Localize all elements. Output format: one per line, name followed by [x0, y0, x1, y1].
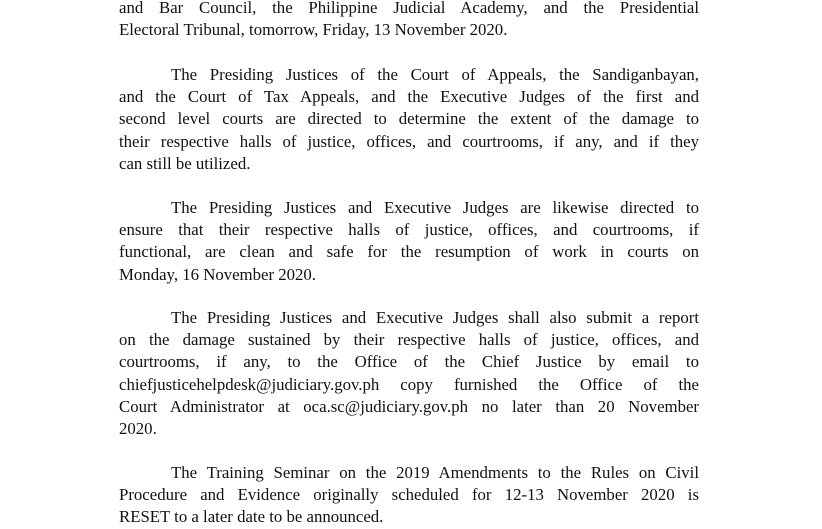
paragraph-line: Electoral Tribunal, tomorrow, Friday, 13 November 2020.	[119, 20, 508, 40]
paragraph-line: RESET to a later date to be announced.	[119, 507, 384, 527]
paragraph-line: The Presiding Justices of the Court of Appeals, the Sandiganbayan,	[171, 65, 699, 84]
paragraph-line: The Presiding Justices and Executive Judges are likewise directed to	[171, 198, 699, 217]
paragraph-line: Court Administrator at oca.sc@judiciary.gov.ph no later than 20 November	[119, 396, 699, 416]
paragraph-line: second level courts are directed to determine the extent of the damage to	[119, 109, 699, 129]
paragraph-continuation	[119, 0, 699, 41]
paragraph-line: can still be utilized.	[119, 153, 251, 173]
paragraph-line: ensure that their respective halls of justice, offices, and courtrooms, if	[119, 220, 699, 240]
paragraph-line: Monday, 16 November 2020.	[119, 264, 316, 284]
paragraph-line: and Bar Council, the Philippine Judicial Academy, and the Presidential	[119, 0, 699, 17]
paragraph-line: chiefjusticehelpdesk@judiciary.gov.ph copy furnished the Office of the	[119, 374, 699, 394]
paragraph-line: The Presiding Justices and Executive Judges shall also submit a report	[171, 308, 699, 327]
paragraph-line: functional, are clean and safe for the resumption of work in courts on	[119, 242, 699, 262]
paragraph-line: The Training Seminar on the 2019 Amendments to the Rules on Civil	[171, 463, 699, 482]
paragraph-line: and the Court of Tax Appeals, and the Executive Judges of the first and	[119, 87, 699, 107]
paragraph-cleanliness-directive	[119, 197, 699, 286]
paragraph-damage-assessment	[119, 64, 699, 175]
paragraph-line: their respective halls of justice, offices, and courtrooms, if any, and if they	[119, 131, 699, 151]
paragraph-line: on the damage sustained by their respective halls of justice, offices, and	[119, 330, 699, 350]
paragraph-training-seminar	[119, 462, 699, 529]
paragraph-line: courtrooms, if any, to the Office of the Chief Justice by email to	[119, 352, 699, 372]
paragraph-damage-report	[119, 307, 699, 440]
paragraph-line: Procedure and Evidence originally scheduled for 12-13 November 2020 is	[119, 485, 699, 505]
paragraph-line: 2020.	[119, 419, 157, 439]
